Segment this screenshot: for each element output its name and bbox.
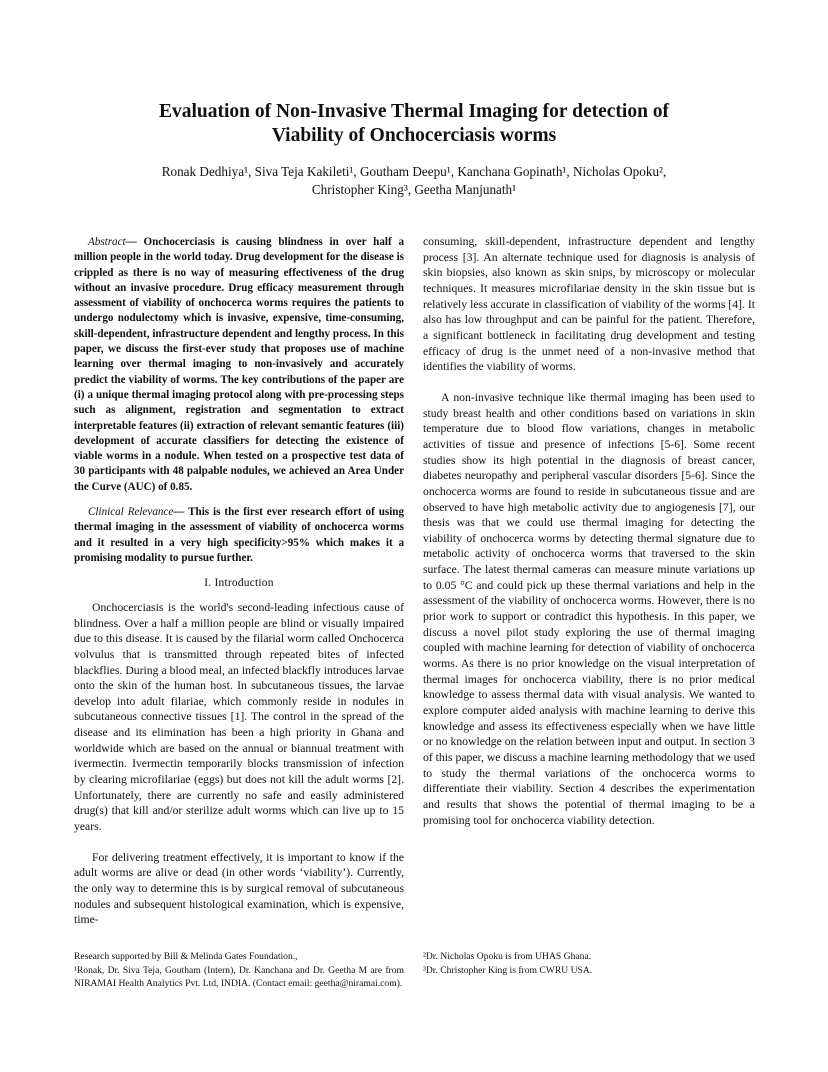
- footnote-affiliation-3: ³Dr. Christopher King is from CWRU USA.: [423, 964, 593, 976]
- intro-paragraph-4: A non-invasive technique like thermal imaging has been used to study breast health and other conditions based on variations in skin temperature due to blood flow variations, changes in metabolic activities of tissue and presence of infections [5-6]. Some recent studies show its high potential in the diagnosis of breast cancer, diabetes neuropathy and peripheral vascular disorders [5-6]. Since the onchocerca worms are found to reside in subcutaneous tissue and are observed to have high metabolic activity due to angiogenesis [7], our thesis was that we could use thermal imaging for detecting the viability of onchocerca worms by detecting thermal signature due to metabolic activity of onchocerca worms that traversed to the skin surface. The latest thermal cameras can measure minute variations up to 0.05 °C and could pick up these thermal variations and help in the assessment of the viability of onchocerca worms. However, there is no prior work to support or contradict this hypothesis. In this paper, we discuss a novel pilot study exploring the use of thermal imaging coupled with machine learning for detection of viability of onchocerca worms. As there is no prior knowledge on the visual interpretation of thermal images for onchocerca viability, there is no prior medical knowledge to assess thermal data with visual analysis. We wanted to explore computer aided analysis with machine learning to derive this knowledge and assess its effectiveness especially when we have little or no knowledge on the relation between input and output. In section 3 of this paper, we discuss a machine learning methodology that we used to study the thermal variations of the onchocerca worms to differentiate their viability. Section 4 describes the experimentation and results that shows the potential of thermal imaging to be a promising tool for onchocerca viability detection.: [423, 390, 755, 827]
- abstract-text: — Onchocerciasis is causing blindness in over half a million people in the world today. Drug development for the disease is crippled as there is no way of measuring effectiveness of the drug without an invasive procedure. Drug efficacy measurement through assessment of viability of onchocerca worms requires the patients to undergo nodulectomy which is invasive, expensive, time-consuming, skill-dependent, infrastructure dependent and lengthy process. In this paper, we discuss the first-ever study that proposes use of machine learning over thermal imaging to non-invasively and accurately predict the viability of worms. The key contributions of the paper are (i) a unique thermal imaging protocol along with pre-processing steps such as alignment, registration and segmentation to extract interpretable features (ii) extraction of relevant semantic features (iii) development of accurate classifiers for detecting the existence of viable worms in a nodule. When tested on a prospective test data of 30 participants with 48 palpable nodules, we achieved an Area Under the Curve (AUC) of 0.85.: [74, 236, 404, 493]
- footnote-funding: Research supported by Bill & Melinda Gates Foundation.,: [74, 951, 298, 962]
- footnote-affiliation-1: ¹Ronak, Dr. Siva Teja, Goutham (Intern), Dr. Kanchana and Dr. Geetha M are from NIRAMAI Health Analytics Pvt. Ltd, INDIA. (Contact email: geetha@niramai.com).: [74, 964, 404, 990]
- footnotes-right: [423, 950, 753, 977]
- authors-line-1: Ronak Dedhiya¹, Siva Teja Kakileti¹, Goutham Deepu¹, Kanchana Gopinath¹, Nicholas Opoku²,: [161, 164, 667, 179]
- footnotes-left: [74, 950, 404, 991]
- authors-line-2: Christopher King³, Geetha Manjunath¹: [311, 182, 517, 197]
- clinical-relevance: [74, 505, 404, 566]
- footnote-affiliation-2: ²Dr. Nicholas Opoku is from UHAS Ghana.: [423, 951, 592, 962]
- abstract: [74, 235, 404, 495]
- paper-title: [60, 100, 768, 148]
- clinical-label: Clinical Relevance: [88, 506, 174, 519]
- intro-paragraph-1: Onchocerciasis is the world's second-leading infectious cause of blindness. Over a half a million people are blind or visually impaired due to this disease. It is caused by the filarial worm called Onchocerca volvulus that is transmitted through repeated bites of infected blackflies. During a blood meal, an infected blackfly introduces larvae onto the skin of the human host. In subcutaneous tissues, the larvae develop into adult filariae, which commonly reside in nodules in subcutaneous connective tissues [1]. The control in the spread of the disease and its elimination has been a high priority in Ghana and worldwide which are based on the annual or biannual treatment with ivermectin. Ivermectin temporarily blocks transmission of infection by clearing microfilariae (eggs) but does not kill the adult worms [2]. Unfortunately, there are currently no safe and easily administered drug(s) that kill and/or sterilize adult worms which can live up to 15 years.: [74, 600, 404, 834]
- title-line-2: Viability of Onchocerciasis worms: [271, 125, 557, 146]
- title-line-1: Evaluation of Non-Invasive Thermal Imaging for detection of: [158, 101, 670, 122]
- intro-paragraph-3: consuming, skill-dependent, infrastructure dependent and lengthy process [3]. An alternate technique used for diagnosis is analysis of skin biopsies, also known as skin snips, by microscopy or molecular techniques. It measures microfilariae density in the skin tissue but is relatively less accurate in classification of viability of the worms [4]. It also has low throughput and can be painful for the patient. Therefore, a significant bottleneck in facilitating drug development and testing efficacy of drug is the unmet need of a non-invasive method that identifies the viability of worms.: [423, 235, 755, 374]
- author-list: [70, 163, 758, 199]
- left-column: [74, 235, 404, 928]
- clinical-text: — This is the first ever research effort of using thermal imaging in the assessment of viability of onchocerca worms and it resulted in a very high specificity>95% which makes it a promising modality to pursue further.: [74, 506, 404, 564]
- section-heading: I. Introduction: [204, 577, 274, 590]
- abstract-label: Abstract: [88, 236, 126, 248]
- right-column: [423, 234, 755, 828]
- intro-paragraph-2: For delivering treatment effectively, it is important to know if the adult worms are alive or dead (in other words ‘viability’). Currently, the only way to determine this is by surgical removal of subcutaneous nodules and subsequent histological examination, which is expensive, time-: [74, 850, 404, 927]
